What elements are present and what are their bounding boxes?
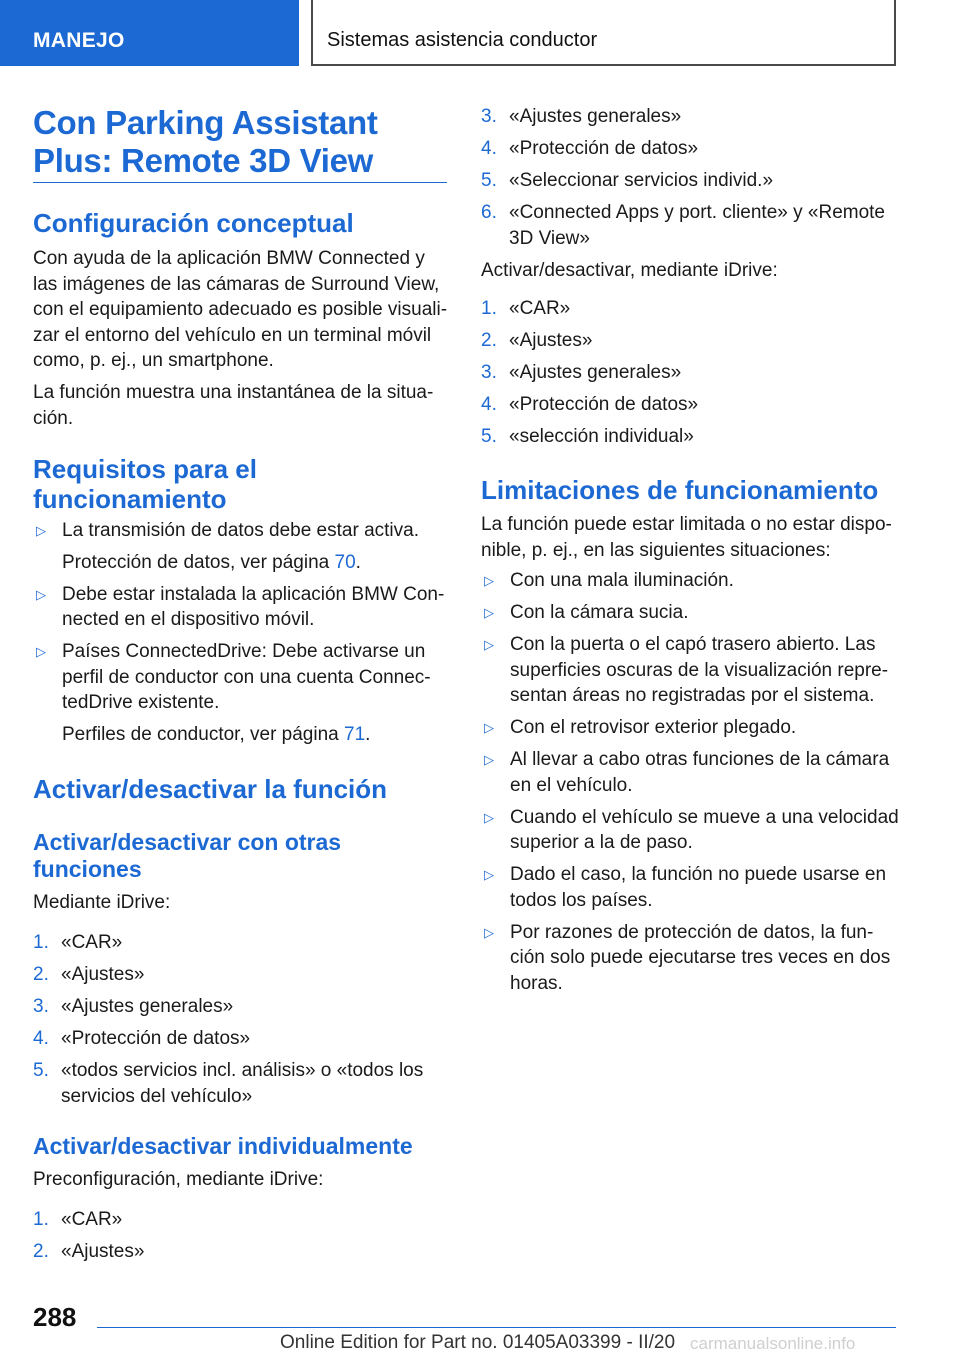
- bullet-text: Debe estar instalada la aplicación BMW Con‐: [62, 583, 445, 605]
- bullet-text: Al llevar a cabo otras funciones de la cámara: [510, 749, 890, 770]
- bullet-text: ción solo puede ejecutarse tres veces en dos: [510, 947, 891, 968]
- intro-text: Mediante iDrive:: [33, 892, 171, 913]
- step-text: «Ajustes»: [61, 1241, 145, 1262]
- step-text: «Ajustes generales»: [61, 996, 234, 1017]
- step-text: «todos servicios incl. análisis» o «todos los: [61, 1060, 424, 1081]
- bullet-text: todos los países.: [510, 889, 653, 911]
- bullet-text: Dado el caso, la función no puede usarse en: [510, 864, 887, 885]
- step-number: 2.: [33, 964, 49, 985]
- bullet-text: La transmisión de datos debe estar activa.: [62, 520, 419, 541]
- bullet-text: horas.: [510, 972, 563, 994]
- step-text: 3D View»: [509, 227, 590, 249]
- step-number: 6.: [481, 202, 497, 223]
- bullet-triangle-icon: ▷: [484, 720, 494, 735]
- page-reference: Perfiles de conductor, ver página 71.: [62, 723, 371, 745]
- bullet-text: en el vehículo.: [510, 774, 633, 796]
- intro-text: Activar/desactivar, mediante iDrive:: [481, 260, 778, 281]
- step-number: 1.: [33, 932, 49, 953]
- page-link[interactable]: 71: [344, 723, 366, 745]
- footer-rule: [97, 1327, 896, 1328]
- bullet-triangle-icon: ▷: [36, 523, 46, 538]
- bullet-triangle-icon: ▷: [484, 637, 494, 652]
- page-reference: Protección de datos, ver página 70.: [62, 551, 361, 573]
- step-number: 4.: [481, 138, 497, 159]
- heading-activate-other: funciones: [33, 856, 142, 882]
- step-text: «CAR»: [61, 932, 123, 953]
- bullet-triangle-icon: ▷: [36, 586, 46, 602]
- step-text: «Ajustes»: [61, 964, 145, 985]
- bullet-text: Con la cámara sucia.: [510, 602, 689, 623]
- bullet-text: sentan áreas no registradas por el sistema.: [510, 685, 875, 706]
- heading-activate: Activar/desactivar la función: [33, 774, 388, 804]
- step-text: «Protección de datos»: [509, 138, 699, 159]
- step-number: 3.: [481, 362, 497, 383]
- step-text: servicios del vehículo»: [61, 1085, 253, 1107]
- paragraph: las imágenes de las cámaras de Surround View,: [33, 273, 440, 295]
- paragraph: con el equipamiento adecuado es posible visuali‐: [33, 299, 448, 320]
- bullet-triangle-icon: ▷: [484, 924, 494, 940]
- step-number: 4.: [481, 394, 497, 415]
- paragraph: zar el entorno del vehículo en un terminal móvil: [33, 324, 432, 346]
- step-text: «CAR»: [61, 1209, 123, 1230]
- bullet-triangle-icon: ▷: [484, 605, 494, 620]
- intro-text: Preconfiguración, mediante iDrive:: [33, 1169, 324, 1190]
- step-number: 3.: [33, 996, 49, 1017]
- step-text: «Ajustes»: [509, 330, 593, 351]
- step-number: 5.: [481, 426, 497, 447]
- step-text: «selección individual»: [509, 426, 694, 447]
- step-number: 5.: [481, 170, 497, 191]
- chapter-title: Sistemas asistencia conductor: [311, 0, 896, 66]
- paragraph: La función muestra una instantánea de la situa‐: [33, 382, 434, 403]
- bullet-triangle-icon: ▷: [484, 867, 494, 882]
- step-number: 2.: [33, 1241, 49, 1262]
- watermark: carmanualsonline.info: [690, 1334, 856, 1353]
- step-number: 2.: [481, 330, 497, 351]
- paragraph: ción.: [33, 407, 74, 429]
- edition-text: Online Edition for Part no. 01405A03399 - II/20: [280, 1332, 676, 1353]
- heading-requirements: funcionamiento: [33, 484, 227, 514]
- bullet-text: Con el retrovisor exterior plegado.: [510, 717, 797, 738]
- bullet-text: tedDrive existente.: [62, 692, 220, 713]
- step-text: «CAR»: [509, 298, 571, 319]
- page-title: Con Parking Assistant Plus: Remote 3D View: [33, 104, 378, 179]
- bullet-text: Con una mala iluminación.: [510, 570, 734, 591]
- heading-activate-other: Activar/desactivar con otras: [33, 829, 342, 855]
- step-text: «Protección de datos»: [61, 1028, 251, 1049]
- bullet-text: Con la puerta o el capó trasero abierto. Las: [510, 634, 876, 655]
- bullet-text: Países ConnectedDrive: Debe activarse un: [62, 641, 426, 662]
- bullet-text: perfil de conductor con una cuenta Connec‐: [62, 666, 431, 688]
- bullet-triangle-icon: ▷: [484, 752, 494, 767]
- bullet-text: superior a la de paso.: [510, 832, 693, 853]
- step-number: 1.: [481, 298, 497, 319]
- step-number: 5.: [33, 1060, 49, 1081]
- bullet-text: superficies oscuras de la visualización repre‐: [510, 659, 889, 681]
- title-rule: [33, 182, 447, 183]
- bullet-triangle-icon: ▷: [484, 573, 494, 588]
- page-number: 288: [33, 1302, 77, 1332]
- paragraph: como, p. ej., un smartphone.: [33, 350, 274, 371]
- heading-limits: Limitaciones de funcionamiento: [481, 475, 879, 505]
- step-number: 1.: [33, 1209, 49, 1230]
- step-text: «Ajustes generales»: [509, 106, 682, 127]
- paragraph: Con ayuda de la aplicación BMW Connected y: [33, 248, 425, 269]
- step-number: 4.: [33, 1028, 49, 1049]
- section-tab: MANEJO: [0, 0, 299, 66]
- step-text: «Seleccionar servicios individ.»: [509, 170, 774, 191]
- paragraph: nible, p. ej., en las siguientes situaciones:: [481, 539, 831, 561]
- bullet-triangle-icon: ▷: [36, 644, 46, 659]
- paragraph: La función puede estar limitada o no estar dispo‐: [481, 514, 892, 535]
- bullet-triangle-icon: ▷: [484, 809, 494, 825]
- heading-concept: Configuración conceptual: [33, 208, 354, 238]
- page-link[interactable]: 70: [334, 551, 356, 573]
- step-number: 3.: [481, 106, 497, 127]
- bullet-text: Por razones de protección de datos, la fun‐: [510, 921, 874, 943]
- bullet-text: nected en el dispositivo móvil.: [62, 609, 315, 630]
- bullet-text: Cuando el vehículo se mueve a una velocidad: [510, 806, 899, 828]
- heading-requirements: Requisitos para el: [33, 454, 257, 484]
- step-text: «Protección de datos»: [509, 394, 699, 415]
- step-text: «Ajustes generales»: [509, 362, 682, 383]
- step-text: «Connected Apps y port. cliente» y «Remote: [509, 202, 886, 223]
- heading-activate-individual: Activar/desactivar individualmente: [33, 1133, 413, 1159]
